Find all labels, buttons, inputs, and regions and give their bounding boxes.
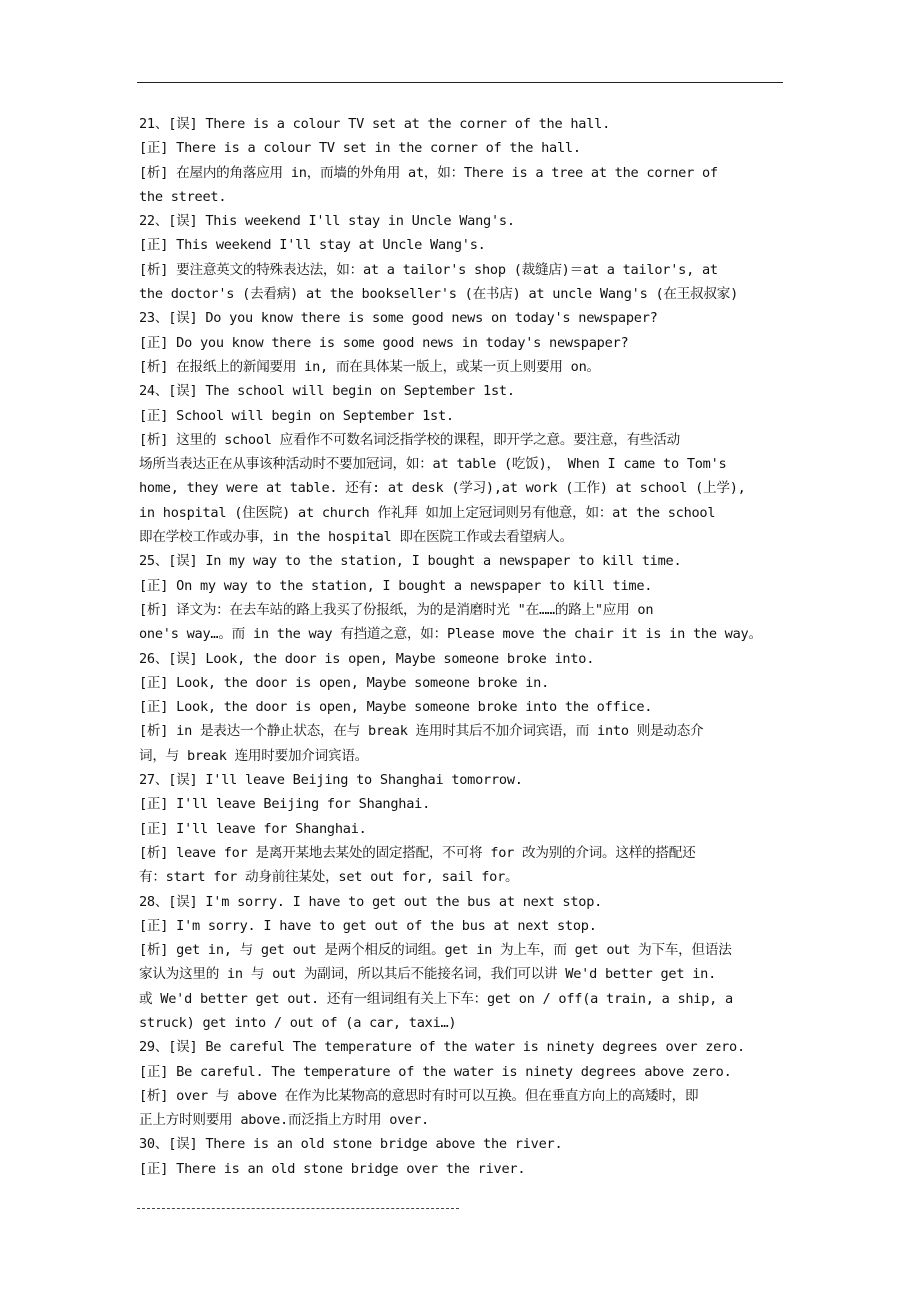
text-line: [正] Do you know there is some good news in today's newspaper? — [139, 334, 629, 351]
text-line: 24、[误] The school will begin on September 1st. — [139, 383, 515, 400]
text-line: 有：start for 动身前往某处，set out for, sail for。 — [139, 869, 519, 886]
footer-dashed-rule — [137, 1208, 459, 1209]
text-line: 正上方时则要用 above.而泛指上方时用 over. — [139, 1112, 429, 1129]
text-line: 即在学校工作或办事，in the hospital 即在医院工作或去看望病人。 — [139, 529, 573, 546]
text-line: [析] over 与 above 在作为比某物高的意思时有时可以互换。但在垂直方向上的高矮时，即 — [139, 1087, 699, 1104]
text-line: 22、[误] This weekend I'll stay in Uncle Wang's. — [139, 213, 515, 230]
text-line: [正] I'll leave for Shanghai. — [139, 820, 367, 837]
text-line: [正] School will begin on September 1st. — [139, 407, 454, 424]
text-line: 26、[误] Look, the door is open, Maybe someone broke into. — [139, 650, 595, 667]
text-line: [正] Be careful. The temperature of the water is ninety degrees above zero. — [139, 1063, 732, 1080]
text-line: 词，与 break 连用时要加介词宾语。 — [139, 747, 369, 764]
text-line: 29、[误] Be careful The temperature of the water is ninety degrees over zero. — [139, 1039, 745, 1056]
text-line: one's way…。而 in the way 有挡道之意，如：Please move the chair it is in the way。 — [139, 626, 762, 643]
text-line: [析] 在报纸上的新闻要用 in, 而在具体某一版上，或某一页上则要用 on。 — [139, 358, 600, 375]
text-line: 27、[误] I'll leave Beijing to Shanghai tomorrow. — [139, 772, 523, 789]
text-line: [析] get in, 与 get out 是两个相反的词组。get in 为上车，而 get out 为下车，但语法 — [139, 942, 732, 959]
text-line: [正] I'm sorry. I have to get out of the bus at next stop. — [139, 917, 597, 934]
header-rule — [137, 82, 783, 83]
text-line: the street. — [139, 188, 227, 205]
text-line: [析] 这里的 school 应看作不可数名词泛指学校的课程，即开学之意。要注意，有些活动 — [139, 431, 680, 448]
text-line: 家认为这里的 in 与 out 为副词，所以其后不能接名词，我们可以讲 We'd better get in. — [139, 966, 717, 983]
text-line: [正] There is an old stone bridge over the river. — [139, 1160, 526, 1177]
text-line: [析] in 是表达一个静止状态，在与 break 连用时其后不加介词宾语，而 into 则是动态介 — [139, 723, 704, 740]
text-line: [正] This weekend I'll stay at Uncle Wang's. — [139, 237, 486, 254]
document-body — [139, 112, 787, 1181]
text-line: 或 We'd better get out. 还有一组词组有关上下车：get on / off(a train, a ship, a — [139, 990, 733, 1007]
text-line: home, they were at table. 还有: at desk (学习),at work (工作) at school (上学), — [139, 480, 746, 497]
text-line: [正] Look, the door is open, Maybe someone broke into the office. — [139, 699, 653, 716]
text-line: in hospital (住医院) at church 作礼拜 如加上定冠词则另有他意，如：at the school — [139, 504, 716, 521]
text-line: 28、[误] I'm sorry. I have to get out the bus at next stop. — [139, 893, 603, 910]
text-line: 23、[误] Do you know there is some good news on today's newspaper? — [139, 310, 658, 327]
text-line: [析] 译文为：在去车站的路上我买了份报纸，为的是消磨时光 "在……的路上"应用 on — [139, 601, 654, 618]
text-line: [正] On my way to the station, I bought a newspaper to kill time. — [139, 577, 653, 594]
text-line: [正] I'll leave Beijing for Shanghai. — [139, 796, 431, 813]
text-line: [析] 在屋内的角落应用 in，而墙的外角用 at，如：There is a tree at the corner of — [139, 164, 718, 181]
text-line: 30、[误] There is an old stone bridge above the river. — [139, 1136, 563, 1153]
text-line: 场所当表达正在从事该种活动时不要加冠词，如：at table (吃饭)， When I came to Tom's — [139, 456, 727, 473]
text-line: [析] leave for 是离开某地去某处的固定搭配，不可将 for 改为别的介词。这样的搭配还 — [139, 844, 696, 861]
text-line: 21、[误] There is a colour TV set at the corner of the hall. — [139, 116, 610, 132]
text-line: [正] Look, the door is open, Maybe someone broke in. — [139, 674, 550, 691]
text-line: [析] 要注意英文的特殊表达法，如：at a tailor's shop (裁缝店)＝at a tailor's, at — [139, 261, 718, 278]
text-line: struck) get into / out of (a car, taxi…) — [139, 1014, 457, 1031]
text-line: [正] There is a colour TV set in the corner of the hall. — [139, 140, 581, 157]
text-line: the doctor's (去看病) at the bookseller's (在书店) at uncle Wang's (在王叔叔家) — [139, 286, 739, 303]
text-line: 25、[误] In my way to the station, I bought a newspaper to kill time. — [139, 553, 682, 570]
